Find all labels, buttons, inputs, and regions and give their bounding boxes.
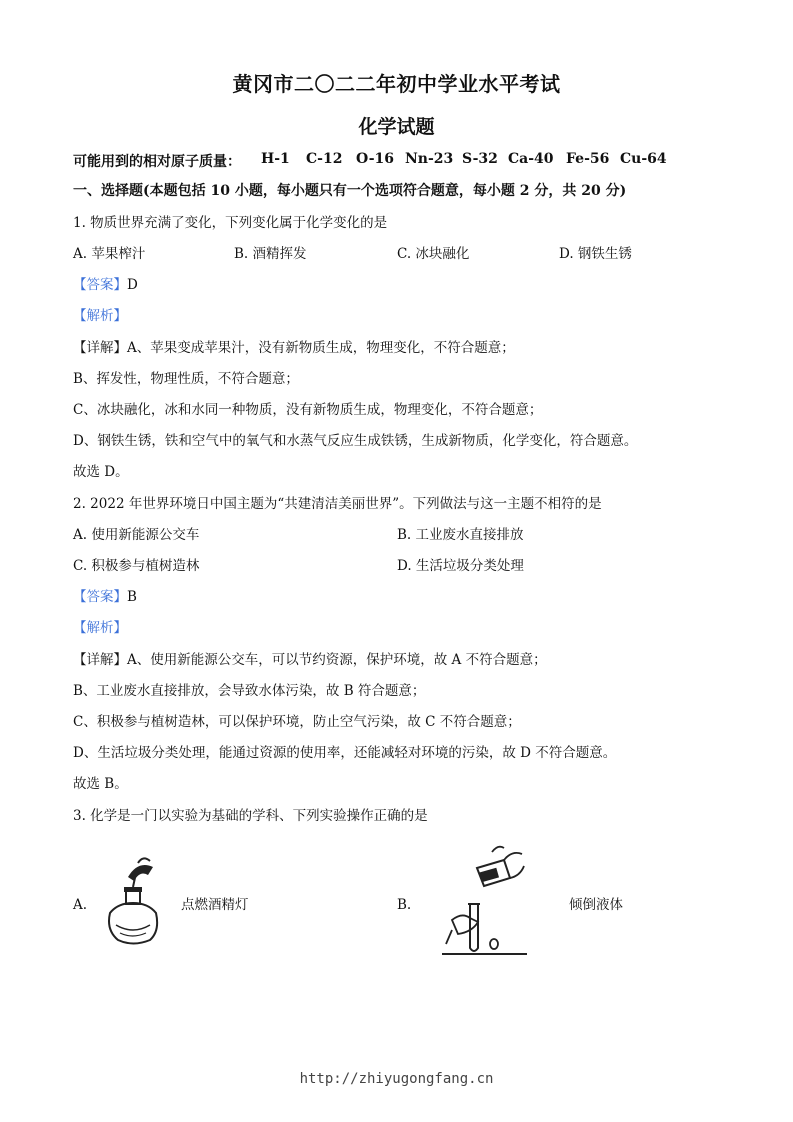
alcohol-lamp-figure [98, 855, 168, 950]
q3-option-a-caption: 点燃酒精灯 [181, 897, 249, 913]
q2-conclusion: 故选 B。 [73, 776, 128, 792]
q2-option-b: B. 工业废水直接排放 [397, 527, 524, 543]
q1-answer-line [73, 276, 138, 294]
atomic-mass-item: H-1 [261, 151, 290, 167]
atomic-mass-label: 可能用到的相对原子质量： [73, 154, 241, 170]
q2-option-a: A. 使用新能源公交车 [73, 527, 200, 543]
atomic-mass-item: O-16 [356, 151, 395, 167]
q2-stem: 2. 2022 年世界环境日中国主题为“共建清洁美丽世界”。下列做法与这一主题不相符的是 [73, 496, 602, 512]
q2-detail-line: D、生活垃圾分类处理，能通过资源的使用率，还能减轻对环境的污染，故 D 不符合题意。 [73, 745, 617, 761]
atomic-mass-item: Ca-40 [508, 151, 554, 167]
atomic-mass-item: Fe-56 [566, 151, 610, 167]
q1-detail-line [73, 339, 515, 357]
q1-analysis-tag: 【解析】 [73, 308, 127, 324]
q1-option-c: C. 冰块融化 [397, 246, 470, 262]
detail-tag: 【详解】 [73, 340, 127, 356]
q3-option-a-letter: A. [73, 897, 88, 913]
answer-tag: 【答案】 [73, 589, 127, 605]
section-heading: 一、选择题(本题包括 10 小题，每小题只有一个选项符合题意，每小题 2 分，共 20 分) [73, 183, 627, 199]
answer-tag: 【答案】 [73, 277, 127, 293]
q1-option-d: D. 钢铁生锈 [559, 246, 632, 262]
q2-detail-line: C、积极参与植树造林，可以保护环境，防止空气污染，故 C 不符合题意； [73, 714, 521, 730]
exam-title: 黄冈市二〇二二年初中学业水平考试 [232, 72, 561, 96]
q1-detail-line: C、冰块融化，冰和水同一种物质，没有新物质生成，物理变化，不符合题意； [73, 402, 543, 418]
atomic-mass-item: C-12 [306, 151, 343, 167]
q1-option-a: A. 苹果榨汁 [73, 246, 146, 262]
q1-option-b: B. 酒精挥发 [234, 246, 307, 262]
footer-url[interactable]: http://zhiyugongfang.cn [299, 1071, 494, 1087]
q1-detail-line: B、挥发性，物理性质，不符合题意； [73, 371, 299, 387]
q2-detail-line [73, 651, 547, 669]
q2-option-c: C. 积极参与植树造林 [73, 558, 200, 574]
q2-analysis-tag: 【解析】 [73, 620, 127, 636]
q2-option-d: D. 生活垃圾分类处理 [397, 558, 524, 574]
q1-conclusion: 故选 D。 [73, 464, 129, 480]
detail-text: A、苹果变成苹果汁，没有新物质生成，物理变化，不符合题意； [127, 340, 515, 356]
q3-stem: 3. 化学是一门以实验为基础的学科、下列实验操作正确的是 [73, 808, 428, 824]
detail-tag: 【详解】 [73, 652, 127, 668]
q1-answer: D [127, 277, 138, 293]
q2-answer-line [73, 588, 137, 606]
pouring-liquid-figure [432, 840, 532, 958]
detail-text: A、使用新能源公交车，可以节约资源，保护环境，故 A 不符合题意； [127, 652, 547, 668]
q3-option-b-letter: B. [397, 897, 412, 913]
atomic-mass-item: Nn-23 [405, 151, 454, 167]
q2-answer: B [127, 589, 137, 605]
q2-detail-line: B、工业废水直接排放，会导致水体污染，故 B 符合题意； [73, 683, 426, 699]
q3-option-b-caption: 倾倒液体 [569, 897, 623, 913]
q1-detail-line: D、钢铁生锈，铁和空气中的氧气和水蒸气反应生成铁锈，生成新物质，化学变化，符合题意。 [73, 433, 638, 449]
atomic-mass-item: S-32 [462, 151, 498, 167]
atomic-mass-item: Cu-64 [620, 151, 667, 167]
exam-subtitle: 化学试题 [358, 116, 435, 138]
q1-stem: 1. 物质世界充满了变化，下列变化属于化学变化的是 [73, 215, 388, 231]
